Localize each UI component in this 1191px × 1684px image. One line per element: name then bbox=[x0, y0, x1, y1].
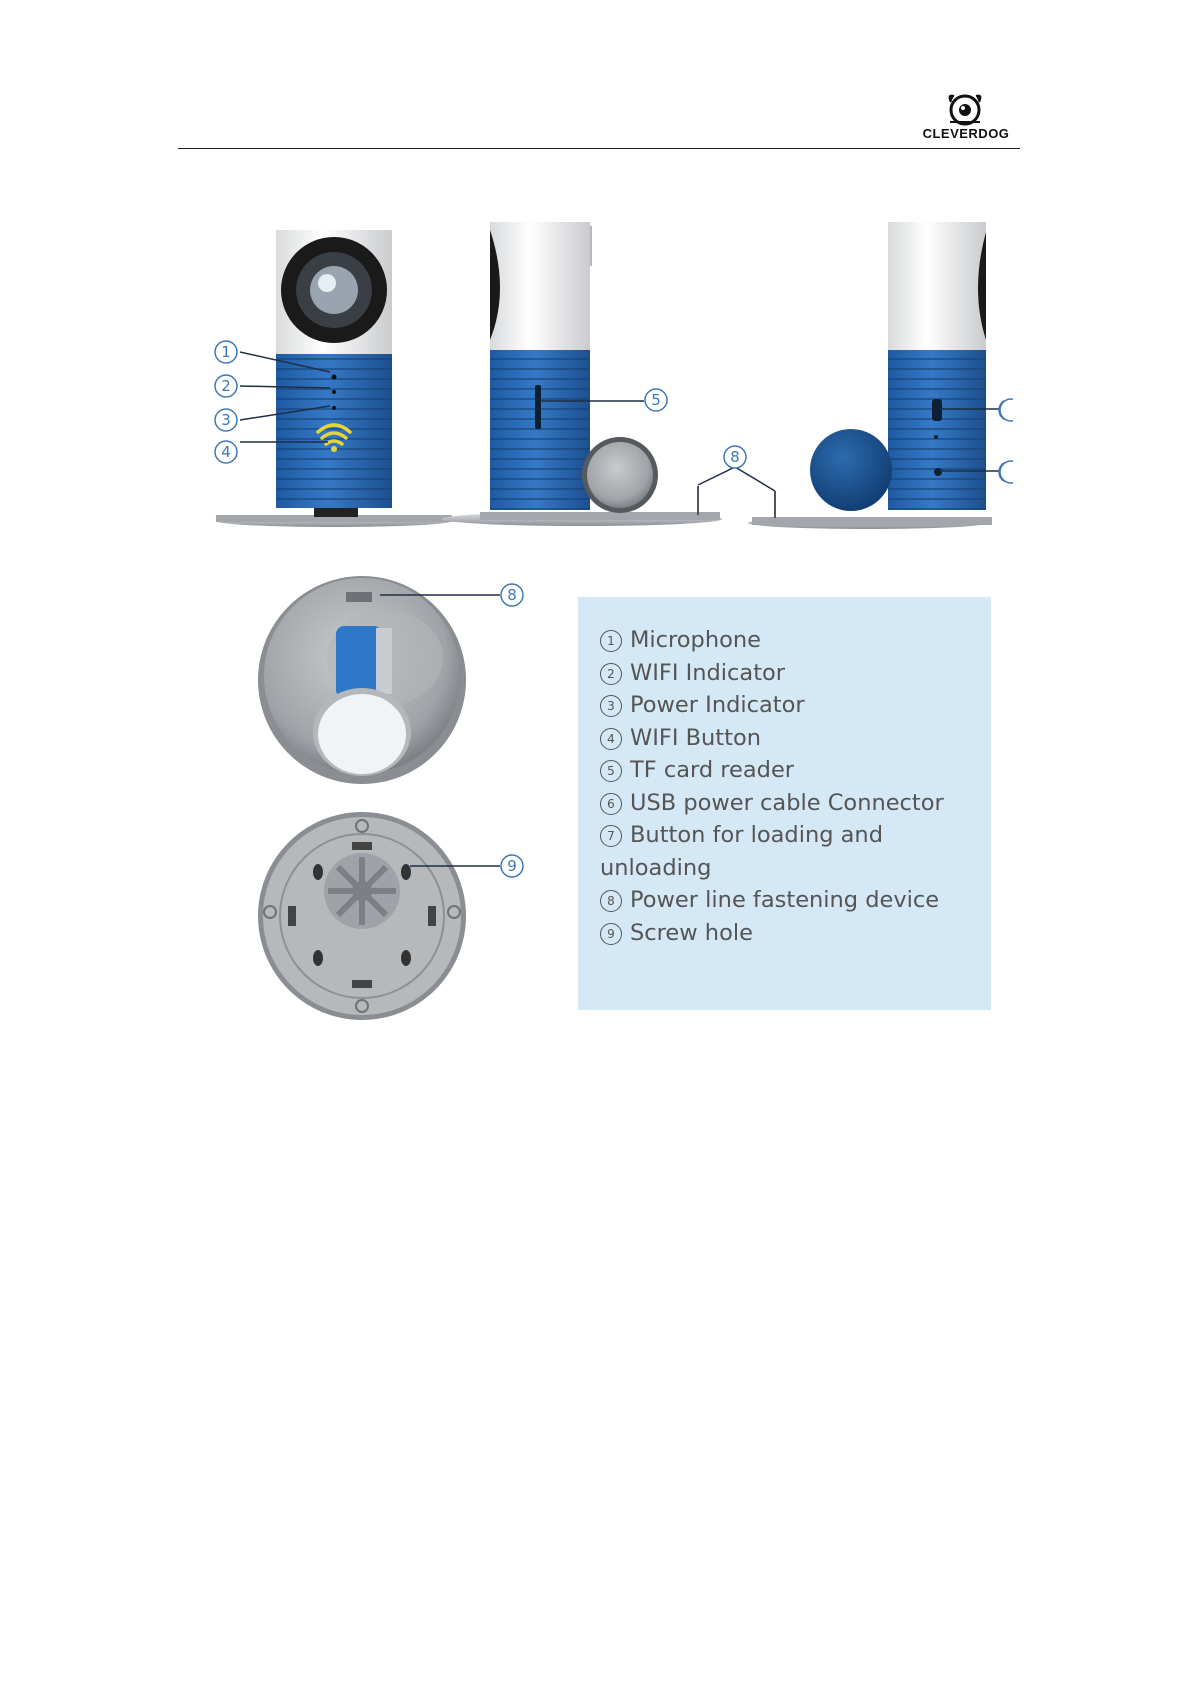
callout-3 bbox=[215, 409, 237, 431]
callout-1 bbox=[215, 341, 237, 363]
legend-number: 2 bbox=[600, 663, 622, 685]
legend-label: Power line fastening device bbox=[630, 887, 940, 913]
legend-item-wifi-indicator bbox=[600, 657, 991, 690]
svg-text:3: 3 bbox=[221, 411, 231, 429]
brand-name: CLEVERDOG bbox=[922, 126, 1010, 141]
legend-label: Screw hole bbox=[630, 919, 753, 946]
legend-box bbox=[578, 597, 991, 1010]
svg-text:9: 9 bbox=[507, 857, 517, 875]
svg-text:8: 8 bbox=[730, 448, 740, 466]
svg-text:8: 8 bbox=[507, 586, 517, 604]
callout-4 bbox=[215, 441, 237, 463]
callout-5 bbox=[645, 389, 667, 411]
legend-number: 8 bbox=[600, 890, 622, 912]
legend-item-microphone bbox=[600, 624, 991, 657]
legend-number: 6 bbox=[600, 793, 622, 815]
camera-side-view bbox=[442, 222, 722, 526]
callout-2 bbox=[215, 375, 237, 397]
legend-item-tf-card-reader bbox=[600, 754, 991, 787]
legend-label-continued: unloading bbox=[600, 854, 712, 881]
legend-label: Power Indicator bbox=[630, 692, 805, 718]
svg-text:4: 4 bbox=[221, 443, 231, 461]
legend-label: WIFI Button bbox=[630, 724, 761, 751]
camera-rear-view bbox=[748, 222, 992, 529]
legend-label: Button for loading and bbox=[630, 822, 883, 848]
svg-text:2: 2 bbox=[221, 377, 231, 395]
camera-front-view bbox=[216, 230, 452, 527]
legend-item-fastening-device bbox=[600, 884, 991, 917]
legend-number: 9 bbox=[600, 923, 622, 945]
callout-9 bbox=[501, 855, 523, 877]
legend-item-screw-hole bbox=[600, 917, 991, 950]
legend-label: TF card reader bbox=[630, 757, 795, 783]
callout-8-bottom bbox=[501, 584, 523, 606]
legend-item-power-indicator bbox=[600, 689, 991, 722]
legend-number: 4 bbox=[600, 728, 622, 750]
svg-text:1: 1 bbox=[221, 343, 231, 361]
legend-label: WIFI Indicator bbox=[630, 659, 786, 686]
legend-label: Microphone bbox=[630, 627, 761, 653]
legend-number: 3 bbox=[600, 695, 622, 717]
callout-8-top bbox=[724, 446, 746, 468]
legend-number: 5 bbox=[600, 760, 622, 782]
legend-number: 1 bbox=[600, 630, 622, 652]
svg-text:5: 5 bbox=[651, 391, 661, 409]
base-bottom-view bbox=[258, 576, 466, 784]
base-underside-view bbox=[258, 812, 466, 1020]
legend-item-wifi-button bbox=[600, 722, 991, 755]
legend-item-usb-connector bbox=[600, 787, 991, 820]
legend-item-loading-button bbox=[600, 819, 991, 884]
legend-label: USB power cable Connector bbox=[630, 789, 944, 816]
legend-number: 7 bbox=[600, 825, 622, 847]
